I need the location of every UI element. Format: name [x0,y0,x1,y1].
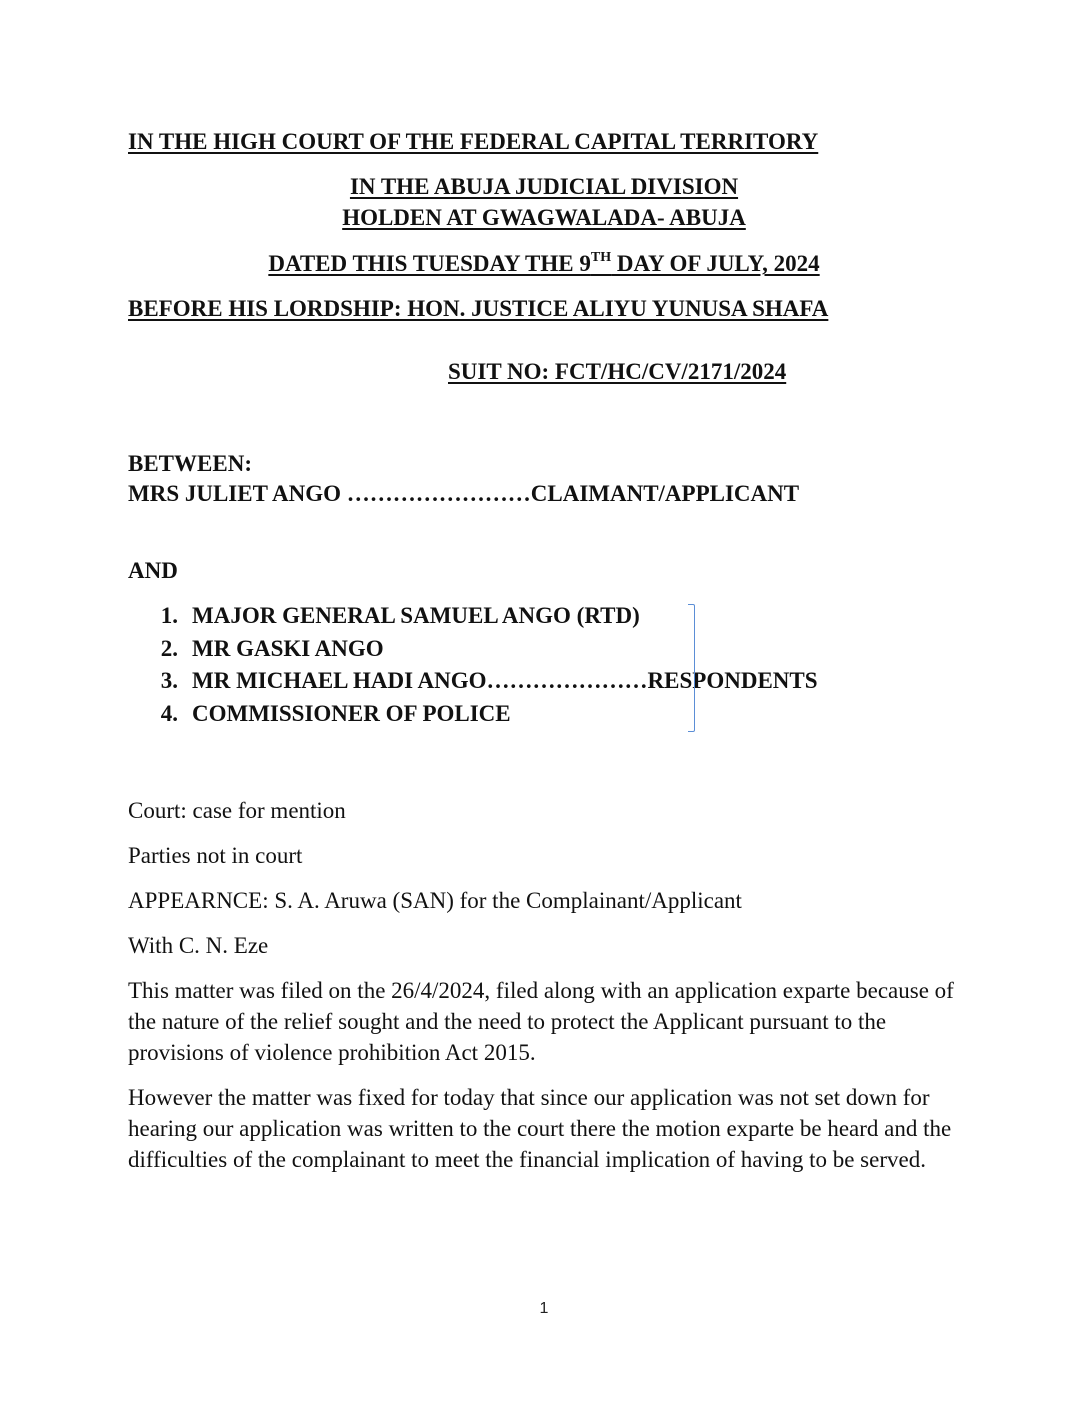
respondent-item [148,667,818,695]
division-line: IN THE ABUJA JUDICIAL DIVISION [349,174,739,199]
parties-line: Parties not in court [128,843,303,868]
dated-line [0,250,1088,282]
respondent-name: MAJOR GENERAL SAMUEL ANGO (RTD) [192,603,640,628]
holden-line: HOLDEN AT GWAGWALADA- ABUJA [342,205,746,230]
with-line: With C. N. Eze [128,933,269,958]
dated-suffix: DAY OF JULY, 2024 [611,251,820,276]
claimant-line: MRS JULIET ANGO ……………………CLAIMANT/APPLICANT [128,481,800,506]
respondent-number: 2. [160,636,178,661]
respondent-item [148,602,640,630]
respondent-item [148,635,384,663]
court-title: IN THE HIGH COURT OF THE FEDERAL CAPITAL TERRITORY [128,129,819,154]
page-number: 1 [539,1300,549,1317]
before-line: BEFORE HIS LORDSHIP: HON. JUSTICE ALIYU YUNUSA SHAFA [128,296,829,321]
respondent-number: 1. [160,603,178,628]
between-label: BETWEEN: [128,451,252,476]
and-label: AND [128,558,178,583]
respondent-number: 3. [160,668,178,693]
respondent-item [148,700,511,728]
paragraph-filed: This matter was filed on the 26/4/2024, filed along with an application exparte because of the nature of the relief sought and the need to protect the Applicant pursuant to the provisions of violence prohibition Act 2015. [128,978,954,1065]
dated-superscript: TH [590,250,612,265]
appearance-line: APPEARNCE: S. A. Aruwa (SAN) for the Complainant/Applicant [128,888,742,913]
respondent-name: MR MICHAEL HADI ANGO…………………RESPONDENTS [192,668,818,693]
suit-number: SUIT NO: FCT/HC/CV/2171/2024 [448,359,787,384]
court-mention-line: Court: case for mention [128,798,346,823]
respondent-name: MR GASKI ANGO [192,636,384,661]
respondent-number: 4. [160,701,178,726]
respondents-bracket [688,604,695,732]
respondent-name: COMMISSIONER OF POLICE [192,701,511,726]
dated-prefix: DATED THIS TUESDAY THE 9 [268,251,591,276]
paragraph-however: However the matter was fixed for today that since our application was not set down for hearing our application was written to the court there the motion exparte be heard and the difficulties of the complainant to meet the financial implication of having to be served. [128,1085,952,1172]
